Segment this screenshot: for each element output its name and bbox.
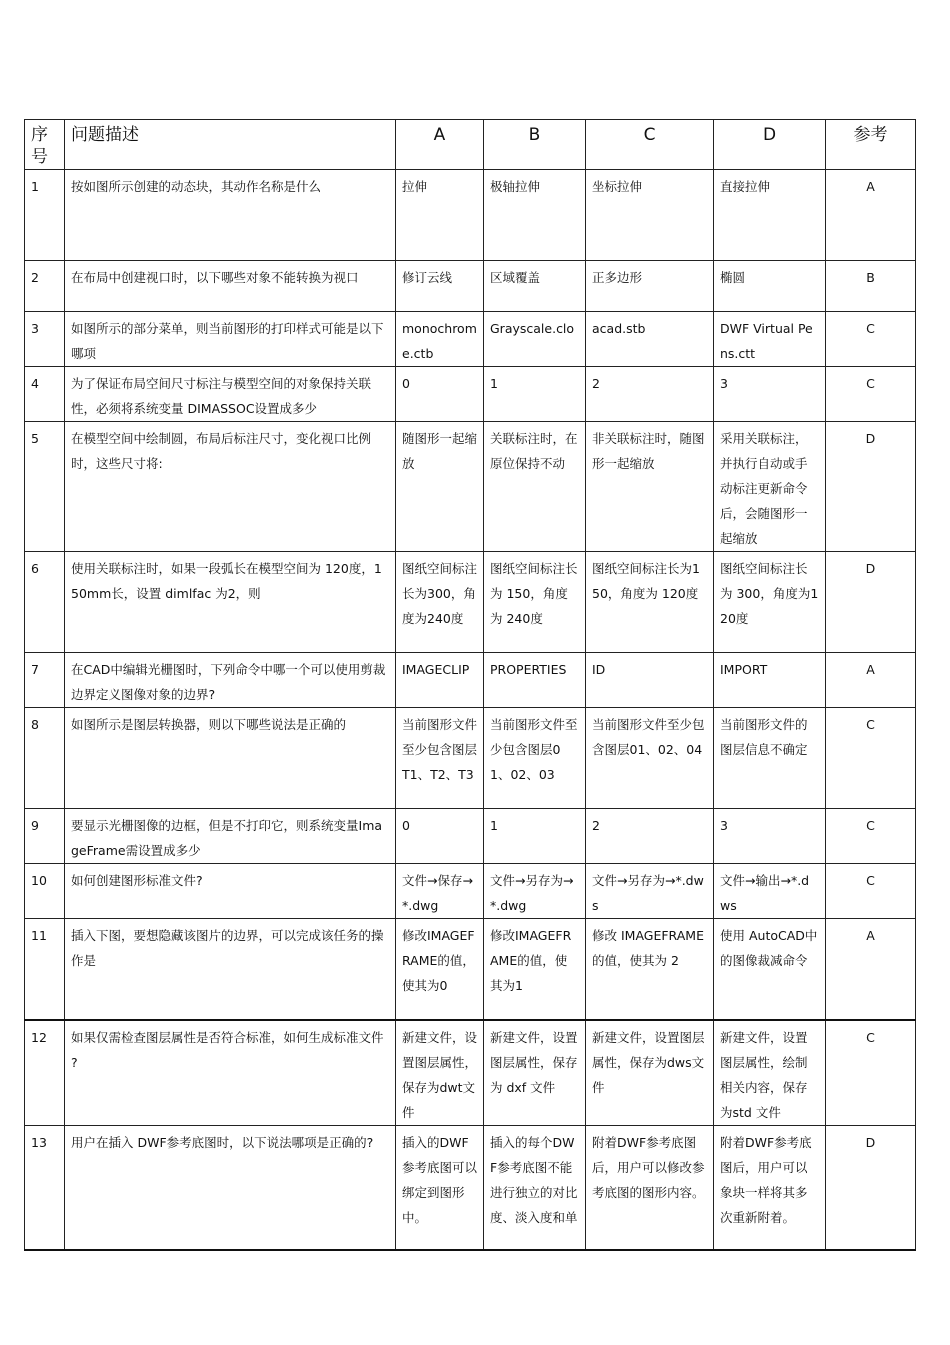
table-row [25,919,916,1020]
option-c: 非关联标注时，随图形一起缩放 [586,422,714,552]
option-a: 随图形一起缩放 [396,422,484,552]
option-a: monochrome.ctb [396,312,484,367]
answer-key: D [826,1125,916,1250]
option-c: 图纸空间标注长为150，角度为 120度 [586,552,714,653]
option-b: PROPERTIES [484,653,586,708]
option-b: 新建文件，设置图层属性，保存为 dxf 文件 [484,1020,586,1126]
answer-key: C [826,809,916,864]
row-number: 13 [25,1125,65,1250]
table-row [25,708,916,809]
header-answer: 参考 [826,120,916,170]
option-a: 拉伸 [396,170,484,261]
question-text: 插入下图，要想隐藏该图片的边界，可以完成该任务的操作是 [65,919,396,1020]
answer-key: A [826,170,916,261]
answer-key: B [826,261,916,312]
answer-key: C [826,1020,916,1126]
table-row [25,552,916,653]
question-text: 在布局中创建视口时，以下哪些对象不能转换为视口 [65,261,396,312]
answer-key: A [826,653,916,708]
table-row [25,312,916,367]
question-text: 用户在插入 DWF参考底图时，以下说法哪项是正确的? [65,1125,396,1250]
option-c: 2 [586,367,714,422]
option-b: 1 [484,809,586,864]
table-row [25,1125,916,1250]
table-row [25,170,916,261]
option-d: 采用关联标注，并执行自动或手动标注更新命令后，会随图形一起缩放 [714,422,826,552]
row-number: 11 [25,919,65,1020]
option-b: 文件→另存为→*.dwg [484,864,586,919]
option-b: 插入的每个DWF参考底图不能进行独立的对比度、淡入度和单 [484,1125,586,1250]
header-option-a: A [396,120,484,170]
header-option-d: D [714,120,826,170]
option-c: ID [586,653,714,708]
option-d: 直接拉伸 [714,170,826,261]
option-b: 图纸空间标注长为 150，角度为 240度 [484,552,586,653]
question-text: 如何创建图形标准文件? [65,864,396,919]
table-row [25,809,916,864]
option-a: 新建文件，设置图层属性，保存为dwt文件 [396,1020,484,1126]
option-c: 新建文件，设置图层属性，保存为dws文件 [586,1020,714,1126]
option-d: DWF Virtual Pens.ctt [714,312,826,367]
option-b: Grayscale.clo [484,312,586,367]
option-d: IMPORT [714,653,826,708]
option-b: 区域覆盖 [484,261,586,312]
answer-key: C [826,864,916,919]
option-c: acad.stb [586,312,714,367]
question-text: 如图所示是图层转换器，则以下哪些说法是正确的 [65,708,396,809]
header-option-c: C [586,120,714,170]
option-c: 附着DWF参考底图后，用户可以修改参考底图的图形内容。 [586,1125,714,1250]
option-d: 新建文件，设置图层属性，绘制相关内容，保存为std 文件 [714,1020,826,1126]
option-c: 坐标拉伸 [586,170,714,261]
option-a: 修订云线 [396,261,484,312]
question-text: 按如图所示创建的动态块，其动作名称是什么 [65,170,396,261]
option-b: 当前图形文件至少包含图层01、02、03 [484,708,586,809]
question-text: 在模型空间中绘制圆，布局后标注尺寸，变化视口比例时，这些尺寸将: [65,422,396,552]
option-d: 附着DWF参考底图后，用户可以象块一样将其多次重新附着。 [714,1125,826,1250]
answer-key: A [826,919,916,1020]
table-row [25,422,916,552]
question-text: 使用关联标注时，如果一段弧长在模型空间为 120度，150mm长，设置 dimlfac 为2，则 [65,552,396,653]
option-c: 修改 IMAGEFRAME的值，使其为 2 [586,919,714,1020]
question-text: 如图所示的部分菜单，则当前图形的打印样式可能是以下哪项 [65,312,396,367]
question-text: 如果仅需检查图层属性是否符合标准，如何生成标准文件 ? [65,1020,396,1126]
table-row [25,367,916,422]
option-b: 1 [484,367,586,422]
row-number: 6 [25,552,65,653]
option-c: 2 [586,809,714,864]
row-number: 9 [25,809,65,864]
option-c: 当前图形文件至少包含图层01、02、04 [586,708,714,809]
option-a: 0 [396,367,484,422]
row-number: 4 [25,367,65,422]
option-a: 文件→保存→*.dwg [396,864,484,919]
row-number: 10 [25,864,65,919]
option-d: 使用 AutoCAD中的图像裁减命令 [714,919,826,1020]
option-b: 极轴拉伸 [484,170,586,261]
row-number: 8 [25,708,65,809]
option-b: 关联标注时，在原位保持不动 [484,422,586,552]
option-c: 文件→另存为→*.dws [586,864,714,919]
row-number: 3 [25,312,65,367]
option-d: 当前图形文件的图层信息不确定 [714,708,826,809]
option-c: 正多边形 [586,261,714,312]
option-a: 插入的DWF参考底图可以绑定到图形中。 [396,1125,484,1250]
row-number: 2 [25,261,65,312]
option-a: 当前图形文件至少包含图层T1、T2、T3 [396,708,484,809]
option-d: 图纸空间标注长为 300，角度为120度 [714,552,826,653]
option-d: 3 [714,367,826,422]
answer-key: C [826,367,916,422]
header-row [25,120,916,170]
header-seq: 序号 [25,120,65,170]
table-row [25,864,916,919]
answer-key: D [826,422,916,552]
answer-key: C [826,312,916,367]
option-a: 修改IMAGEFRAME的值，使其为0 [396,919,484,1020]
option-a: IMAGECLIP [396,653,484,708]
row-number: 5 [25,422,65,552]
option-a: 图纸空间标注长为300，角度为240度 [396,552,484,653]
table-row [25,261,916,312]
row-number: 7 [25,653,65,708]
question-text: 在CAD中编辑光栅图时，下列命令中哪一个可以使用剪裁边界定义图像对象的边界? [65,653,396,708]
table-row [25,653,916,708]
question-text: 要显示光栅图像的边框，但是不打印它，则系统变量ImageFrame需设置成多少 [65,809,396,864]
option-d: 文件→输出→*.dws [714,864,826,919]
question-text: 为了保证布局空间尺寸标注与模型空间的对象保持关联性，必须将系统变量 DIMASSOC设置成多少 [65,367,396,422]
option-a: 0 [396,809,484,864]
option-b: 修改IMAGEFRAME的值，使其为1 [484,919,586,1020]
option-d: 椭圆 [714,261,826,312]
header-option-b: B [484,120,586,170]
table-row [25,1020,916,1126]
answer-key: C [826,708,916,809]
option-d: 3 [714,809,826,864]
row-number: 12 [25,1020,65,1126]
header-question: 问题描述 [65,120,396,170]
answer-key: D [826,552,916,653]
row-number: 1 [25,170,65,261]
question-table [24,119,916,1251]
